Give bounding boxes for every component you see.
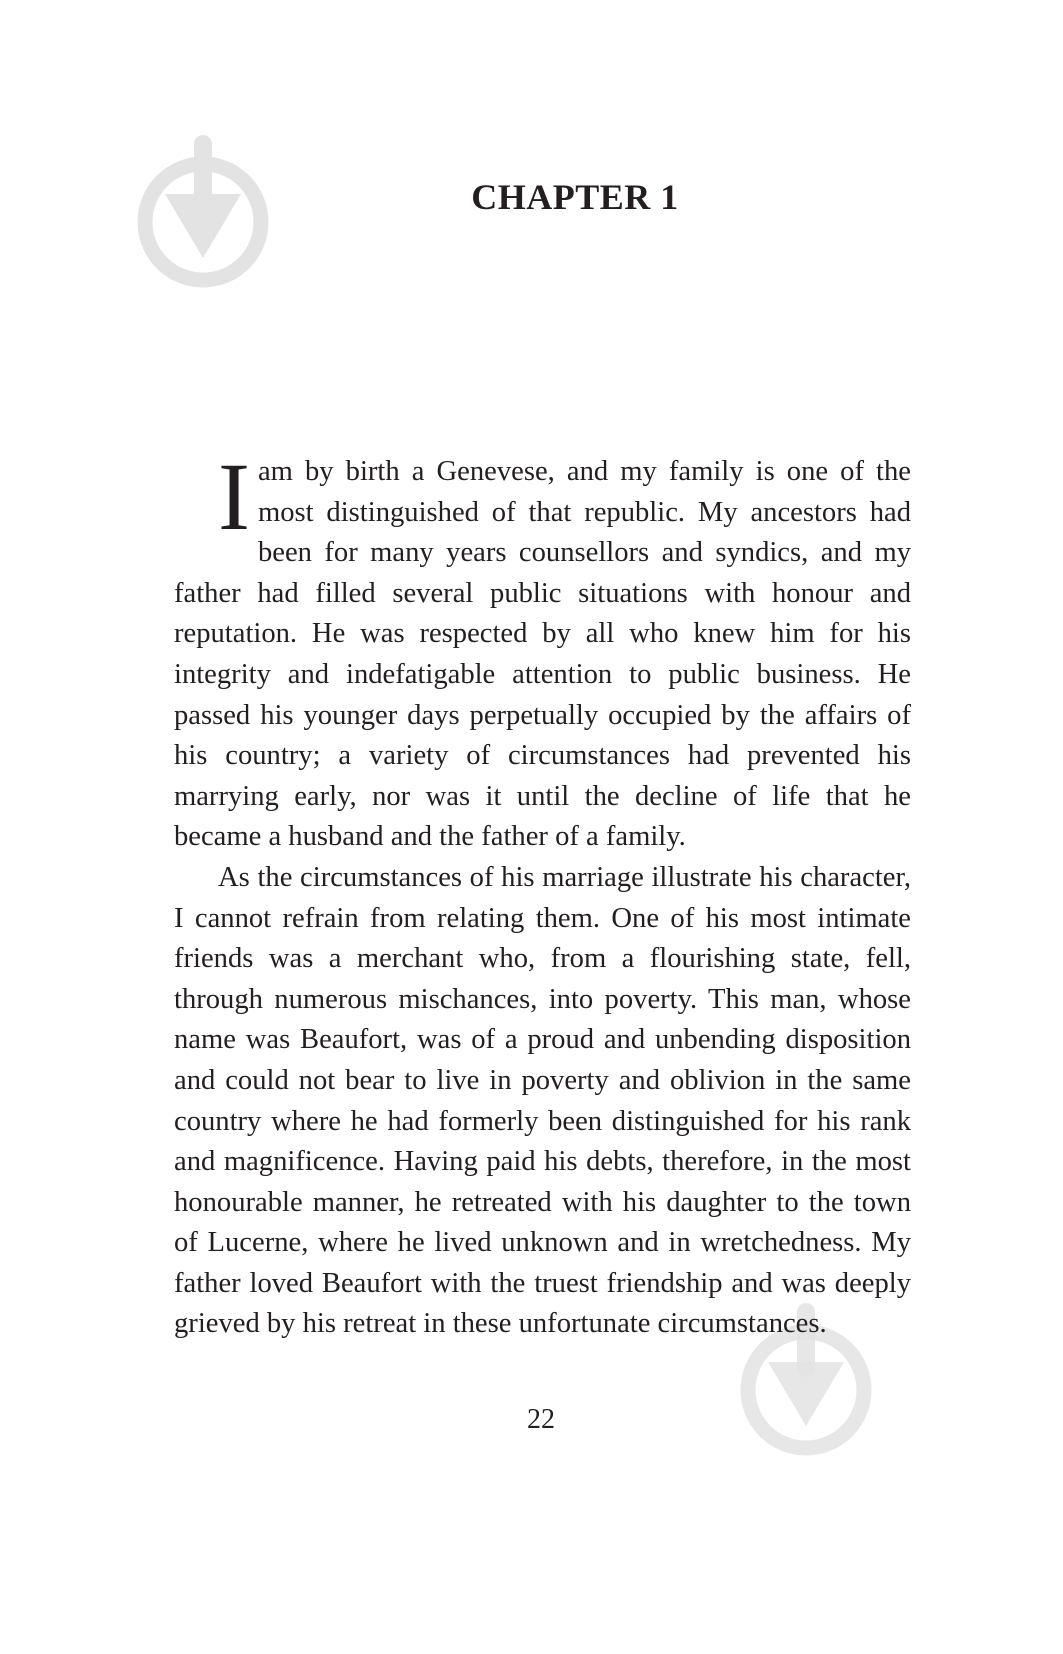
paragraph-text: am by birth a Genevese, and my family is one of the most distinguished of that republic. My ancestors had been for many years counsellors and syndics, and my father had filled several public situations with honour and reputation. He was respected by all who knew him for his integrity and indefatigable attention to public business. He passed his younger days perpetually occupied by the affairs of his country; a variety of circumstances had prevented his marrying early, nor was it until the decline of life that he became a husband and the father of a family.: [174, 456, 911, 853]
paragraph: [174, 858, 911, 1345]
drop-cap: I: [218, 443, 250, 550]
page-number: 22: [527, 1404, 555, 1435]
paragraph: [174, 443, 911, 858]
paragraph-text: As the circumstances of his marriage illustrate his character, I cannot refrain from relating them. One of his most intimate friends was a merchant who, from a flourishing state, fell, through numerous mischances, into poverty. This man, whose name was Beaufort, was of a proud and unbending disposition and could not bear to live in poverty and oblivion in the same country where he had formerly been distinguished for his rank and magnificence. Having paid his debts, therefore, in the most honourable manner, he retreated with his daughter to the town of Lucerne, where he lived unknown and in wretchedness. My father loved Beaufort with the truest friendship and was deeply grieved by his retreat in these unfortunate circumstances.: [174, 861, 911, 1340]
chapter-body: [174, 443, 911, 1345]
chapter-title: CHAPTER 1: [471, 177, 679, 217]
